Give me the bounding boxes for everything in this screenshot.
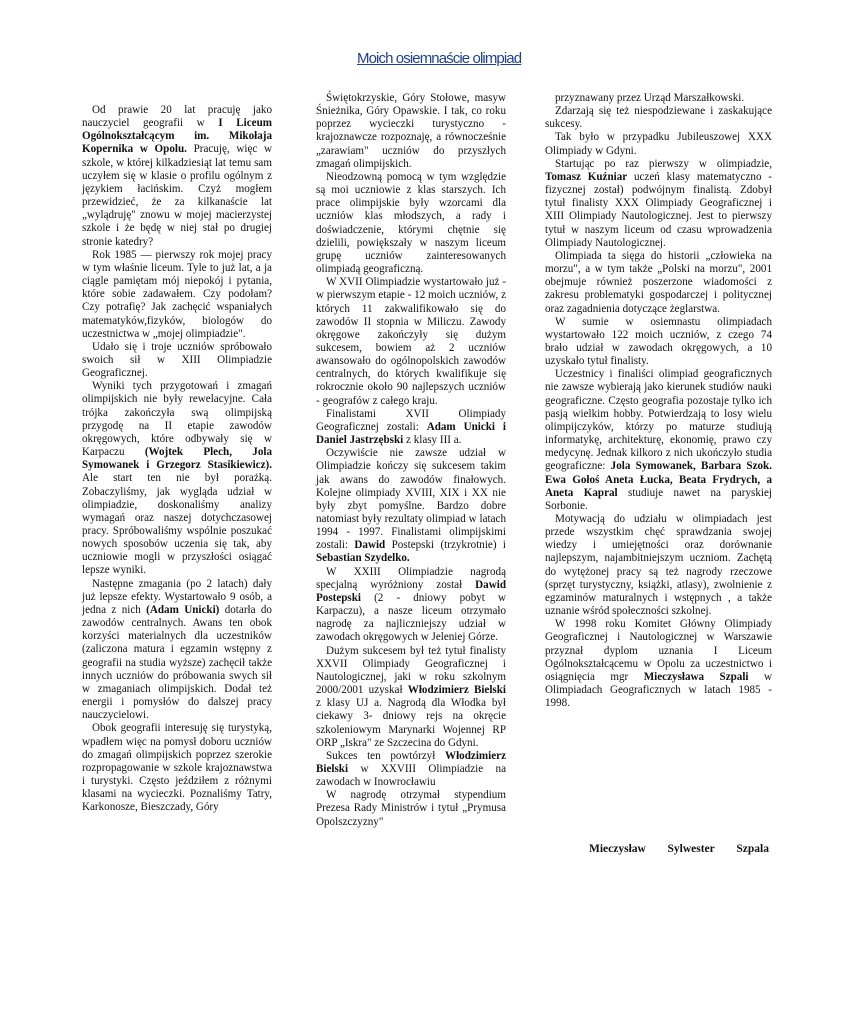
author-signature — [589, 843, 769, 855]
text-run: Oczywiście nie zawsze udział w Olimpiadzie kończy się sukcesem takim jak awans do zawodów finałowych. Kolejne olimpiady XVIII, XIX i XX nie były zbyt pomyślne. Bardzo dobre natomiast były rezultaty olimpiad w latach 1994 - 1997. Finalistami olimpijskimi zostali: — [316, 447, 506, 552]
paragraph — [545, 250, 772, 316]
text-run: Obok geografii interesuję się turystyką, wpadłem więc na pomysł doboru uczniów do zmagań olimpijskich poprzez szerokie rozpropagowanie w szkole krajoznawstwa i turystyki. Często jeździłem z różnymi klasami na wycieczki. Poznaliśmy Tatry, Karkonosze, Bieszczady, Góry — [82, 722, 272, 814]
bold-text: (Wojtek Plech, Jola Symowanek i Grzegorz Stasikiewicz). — [82, 446, 272, 472]
signature-first-name: Mieczysław — [589, 843, 646, 855]
bold-text: Adam Unicki i Daniel Jastrzębski — [316, 420, 506, 447]
text-run: W XVII Olimpiadzie wystartowało już - w pierwszym etapie - 12 moich uczniów, z których 11 zakwalifikowało się do zawodów II stopnia w Miliczu. Zawody okręgowe zakończyły się dużym sukcesem, bowiem aż 2 uczniów awansowało do ogólnopolskich zawodów centralnych, do których kwalifikuje się rokrocznie około 90 najlepszych uczniów - geografów z całego kraju. — [316, 276, 506, 407]
bold-text: Jola Symowanek, Barbara Szok. Ewa Gołoś Aneta Łucka, Beata Frydrych, a Aneta Kapral — [545, 460, 772, 499]
text-run: W nagrodę otrzymał stypendium Prezesa Rady Ministrów i tytuł „Prymusa Opolszczyzny" — [316, 789, 506, 828]
text-run: przyznawany przez Urząd Marszałkowski. — [555, 92, 745, 104]
text-run: uczeń klasy matematyczno - fizycznej został) podwójnym finalistą. Zdobył tytuł finalisty XXX Olimpiady Geograficznej i XIII Olimpiady Nautologicznej. Jest to pierwszy tytuł w naszym liceum od czasu wprowadzenia Olimpiady Nautologicznej. — [545, 170, 772, 249]
paragraph — [316, 789, 506, 828]
paragraph — [316, 408, 506, 447]
paragraph — [82, 104, 272, 249]
text-run: z klasy UJ a. Nagrodą dla Włodka był ciekawy 3- dniowy rejs na okręcie szkoleniowym Marynarki Wojennej RP ORP „Iskra" ze Szczecina do Gdyni. — [316, 697, 506, 749]
paragraph — [545, 131, 772, 157]
signature-last-name: Szpala — [736, 843, 769, 855]
paragraph — [545, 92, 772, 105]
text-run: (2 - dniowy pobyt w Karpaczu), a nasze liceum otrzymało nagrodę za najliczniejszy udział w zawodach okręgowych w Jeleniej Górze. — [316, 591, 506, 644]
text-run: Pracuję, więc w szkole, w której kilkadziesiąt lat temu sam uczyłem się w klasie o profilu ogólnym z językiem łacińskim. Czyż mogłem przewidzieć, że za kilkanaście lat „wylądruję" znowu w mojej macierzystej szkole i że będę w niej stał po drugiej stronie katedry? — [82, 143, 273, 248]
paragraph — [545, 105, 772, 131]
text-run: Dużym sukcesem był też tytuł finalisty XXVII Olimpiady Geograficznej i Nautologicznej, jaki w roku szkolnym 2000/2001 uzyskał — [316, 644, 506, 697]
text-run: W sumie w osiemnastu olimpiadach wystartowało 122 moich uczniów, z czego 74 brało udział w zawodach okręgowych, a 10 uzyskało tytuł finalisty. — [545, 315, 772, 368]
text-run: Motywacją do udziału w olimpiadach jest przede wszystkim chęć sprawdzania swojej wiedzy i umiejętności oraz dorównanie najlepszym, najambitniejszym uczniom. Zachętą do wytężonej pracy są też nagrody rzeczowe (sprzęt turystyczny, książki, atlasy), zwolnienie z egzaminów maturalnych i wstępnych , a także uznanie wśród społeczności szkolnej. — [545, 513, 772, 618]
bold-text: Dawid — [354, 539, 386, 552]
bold-text: Tomasz Kuźniar — [545, 170, 628, 183]
bold-text: I Liceum Ogólnokształcącym im. Mikołaja Kopernika w Opolu. — [82, 117, 272, 156]
paragraph — [316, 566, 506, 645]
bold-text: Mieczysława Szpali — [643, 670, 749, 683]
text-column-3 — [545, 92, 772, 710]
text-run: W XXIII Olimpiadzie nagrodą specjalną wyróżniony został — [316, 565, 506, 591]
text-run: Tak było w przypadku Jubileuszowej XXX Olimpiady w Gdyni. — [545, 131, 772, 157]
paragraph — [545, 513, 772, 618]
text-run: dotarła do zawodów centralnych. Awans ten obok korzyści materialnych dla uczestników (zaliczona matura i egzamin wstępny z geografii na studia wyższe) zachęcił także innych uczniów do próbowania swych sił w zmaganiach olimpijskich. Dodał też energii i pomysłów do dalszej pracy nauczycielowi. — [82, 603, 272, 722]
text-run: w Olimpiadach Geograficznych w latach 1985 - 1998. — [545, 670, 772, 710]
article-title: Moich osiemnaście olimpiad — [357, 50, 522, 67]
text-run: Postepski (trzykrotnie) i — [385, 539, 506, 552]
signature-middle-name: Sylwester — [667, 843, 715, 855]
paragraph — [82, 380, 272, 577]
text-run: Zdarzają się też niespodziewane i zaskakujące sukcesy. — [545, 105, 772, 131]
text-run: w XXVIII Olimpiadzie na zawodach w Inowrocławiu — [316, 762, 506, 789]
paragraph — [316, 92, 506, 171]
text-run: z klasy III a. — [403, 434, 462, 447]
text-run: Od prawie 20 lat pracuję jako nauczyciel geografii w — [82, 104, 272, 130]
text-column-1 — [82, 104, 272, 814]
text-run: Następne zmagania (po 2 latach) dały już lepsze efekty. Wystartowało 9 osób, a jedna z nich — [82, 577, 272, 616]
text-run: Nieodzowną pomocą w tym względzie są moi uczniowie z klas starszych. Ich prace olimpijskie były wzorcami dla uczniów klas młodszych, a rady i doświadczenie, którymi chętnie się dzielili, powiększały w naszym liceum grupę uczniów zainteresowanych olimpiadą geograficzną. — [316, 170, 506, 276]
text-run: Świętokrzyskie, Góry Stołowe, masyw Śnieżnika, Góry Opawskie. I tak, co roku poprzez wycieczki turystyczno -krajoznawcze rozpoznaję, a równocześnie „zarawiam" uczniów do przyszłych zmagań olimpijskich. — [316, 92, 506, 170]
paragraph — [316, 750, 506, 789]
text-run: Sukces ten powtórzył — [326, 749, 445, 762]
text-run: Ale start ten nie był porażką. Zobaczyliśmy, jak wygląda udział w olimpiadzie, doskonaliśmy analizy wymagań oraz naszej dotychczasowej pracy. Spróbowaliśmy wspólnie poszukać nowych sposobów uczenia się tak, aby uczniowie mogli w przyszłości osiągać lepsze wyniki. — [82, 472, 272, 577]
paragraph — [545, 158, 772, 250]
paragraph — [545, 316, 772, 369]
paragraph — [82, 249, 272, 341]
bold-text: Dawid Postepski — [316, 578, 506, 604]
text-run: Startując po raz pierwszy w olimpiadzie, — [555, 157, 772, 170]
text-run: Uczestnicy i finaliści olimpiad geograficznych nie zawsze wybierają jako kierunek studiów nauki geograficzne. Często geografia pozostaje tylko ich pasją wielkim hobby. Potwierdzają to losy wielu olimpijczyków, którzy po maturze studiują informatykę, architekturę, ekonomię, prawo czy medycynę. Jednak kilkoro z nich ukończyło studia geograficzne: — [545, 368, 772, 473]
bold-text: Włodzimierz Bielski — [316, 749, 506, 775]
paragraph — [316, 171, 506, 276]
text-column-2 — [316, 92, 506, 829]
paragraph — [82, 341, 272, 380]
text-run: Udało się i troje uczniów spróbowało swoich sił w XIII Olimpiadzie Geograficznej. — [82, 340, 272, 380]
paragraph — [82, 578, 272, 723]
paragraph — [545, 618, 772, 710]
bold-text: Sebastian Szydelko. — [316, 552, 410, 565]
bold-text: (Adam Unicki) — [146, 603, 220, 616]
text-run: W 1998 roku Komitet Główny Olimpiady Geograficznej i Nautologicznej w Warszawie przyznał dyplom uznania I Liceum Ogólnokształcącemu w Opolu za uczestnictwo i osiągnięcia mgr — [545, 618, 772, 683]
bold-text: Włodzimierz Bielski — [407, 684, 506, 697]
paragraph — [545, 368, 772, 513]
text-run: Rok 1985 — pierwszy rok mojej pracy w tym właśnie liceum. Tyle to już lat, a ja ciągle pamiętam mój niepokój i pytania, które sobie zadawałem. Czy podołam? Czy potrafię? Jak zachęcić wspaniałych matematyków,fizyków, biologów do uczestnictwa w „mojej olimpiadzie". — [82, 248, 272, 340]
paragraph — [316, 447, 506, 565]
text-run: studiuje nawet na paryskiej Sorbonie. — [545, 486, 772, 512]
paragraph — [316, 276, 506, 408]
text-run: Finalistami XVII Olimpiady Geograficznej zostali: — [316, 407, 506, 433]
text-run: Olimpiada ta sięga do historii „człowieka na morzu", a w tym także „Polski na morzu", 2001 obejmuje również poszerzone wiadomości z zakresu problematyki gospodarczej i politycznej oraz zagadnienia dotyczące żeglarstwa. — [545, 249, 772, 315]
paragraph — [316, 645, 506, 750]
paragraph — [82, 722, 272, 814]
text-run: Wyniki tych przygotowań i zmagań olimpijskich nie były rewelacyjne. Cała trójka zakończyła swą olimpijską przygodę na II etapie zawodów okręgowych, które odbywały się w Karpaczu — [82, 380, 272, 459]
